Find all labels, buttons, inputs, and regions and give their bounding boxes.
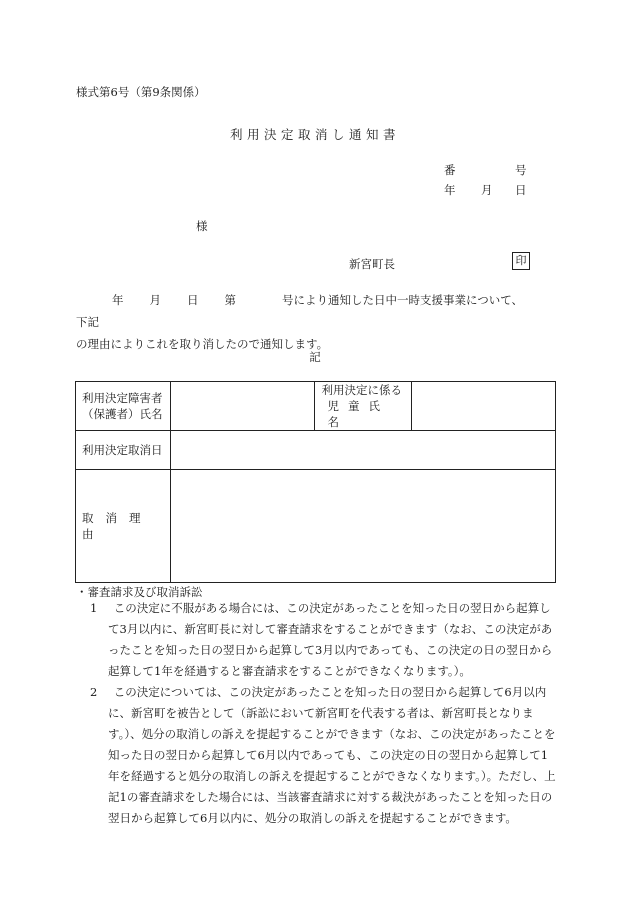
- issue-date-month: 月: [481, 183, 493, 197]
- guardian-name-label: 利用決定障害者 （保護者）氏名: [76, 382, 171, 431]
- table-row: [76, 382, 556, 431]
- appeal-note-item-2: [90, 682, 556, 829]
- note-number: 1: [90, 601, 98, 615]
- cancel-reason-label: 取消理由: [76, 470, 171, 583]
- table-row: [76, 470, 556, 583]
- cancel-date-label: 利用決定取消日: [76, 431, 171, 470]
- table-row: [76, 431, 556, 470]
- note-text: この決定については、この決定があったことを知った日の翌日から起算して6月以内に、新宮町を被告として（訴訟において新宮町を代表する者は、新宮町長となります。）、処分の取消しの訴えを提起することができます（なお、この決定があったことを知った日の翌日から起算して6月以内であっても、この決定の日の翌日から起算して1年を経過すると処分の取消しの訴えを提起することができなくなります。）。ただし、上記1の審査請求をした場合には、当該審査請求に対する裁決があったことを知った日の翌日から起算して6月以内に、処分の取消しの訴えを提起することができます。: [108, 685, 556, 825]
- appeal-note-item-1: [90, 598, 556, 682]
- body-reference-text: 号により通知した日中一時支援事業について、下記: [76, 293, 524, 329]
- cancel-date-field[interactable]: [170, 431, 555, 470]
- body-year: 年: [112, 293, 124, 307]
- issue-date-year: 年: [444, 183, 456, 197]
- child-name-field[interactable]: [412, 382, 556, 431]
- guardian-name-field[interactable]: [170, 382, 315, 431]
- ki-marker: 記: [309, 350, 321, 364]
- cancel-reason-field[interactable]: [170, 470, 555, 583]
- note-number: 2: [90, 685, 98, 699]
- appeal-notes-heading: ・審査請求及び取消訴訟: [76, 585, 203, 599]
- issuer-name: 新宮町長: [349, 257, 395, 271]
- child-name-label: 利用決定に係る 児童氏名: [315, 382, 412, 431]
- document-number-suffix: 号: [515, 163, 527, 177]
- cancellation-info-table: [75, 381, 556, 583]
- note-text: この決定に不服がある場合には、この決定があったことを知った日の翌日から起算して3月以内に、新宮町長に対して審査請求をすることができます（なお、この決定があったことを知った日の翌日から起算して3月以内であっても、この決定の日の翌日から起算して1年を経過すると審査請求をすることができなくなります。）。: [108, 601, 553, 678]
- recipient-honorific: 様: [196, 219, 208, 233]
- body-line-1: [76, 289, 532, 333]
- body-line-2: の理由によりこれを取り消したので通知します。: [76, 337, 329, 351]
- form-number: 様式第6号（第9条関係）: [76, 85, 206, 99]
- body-month: 月: [149, 293, 161, 307]
- document-number-label: 番: [444, 163, 456, 177]
- body-day: 日: [187, 293, 199, 307]
- body-paragraph: [76, 289, 532, 355]
- body-dai: 第: [224, 293, 236, 307]
- document-title: 利用決定取消し通知書: [229, 127, 400, 142]
- seal-mark: 印: [512, 252, 530, 270]
- issue-date-day: 日: [515, 183, 527, 197]
